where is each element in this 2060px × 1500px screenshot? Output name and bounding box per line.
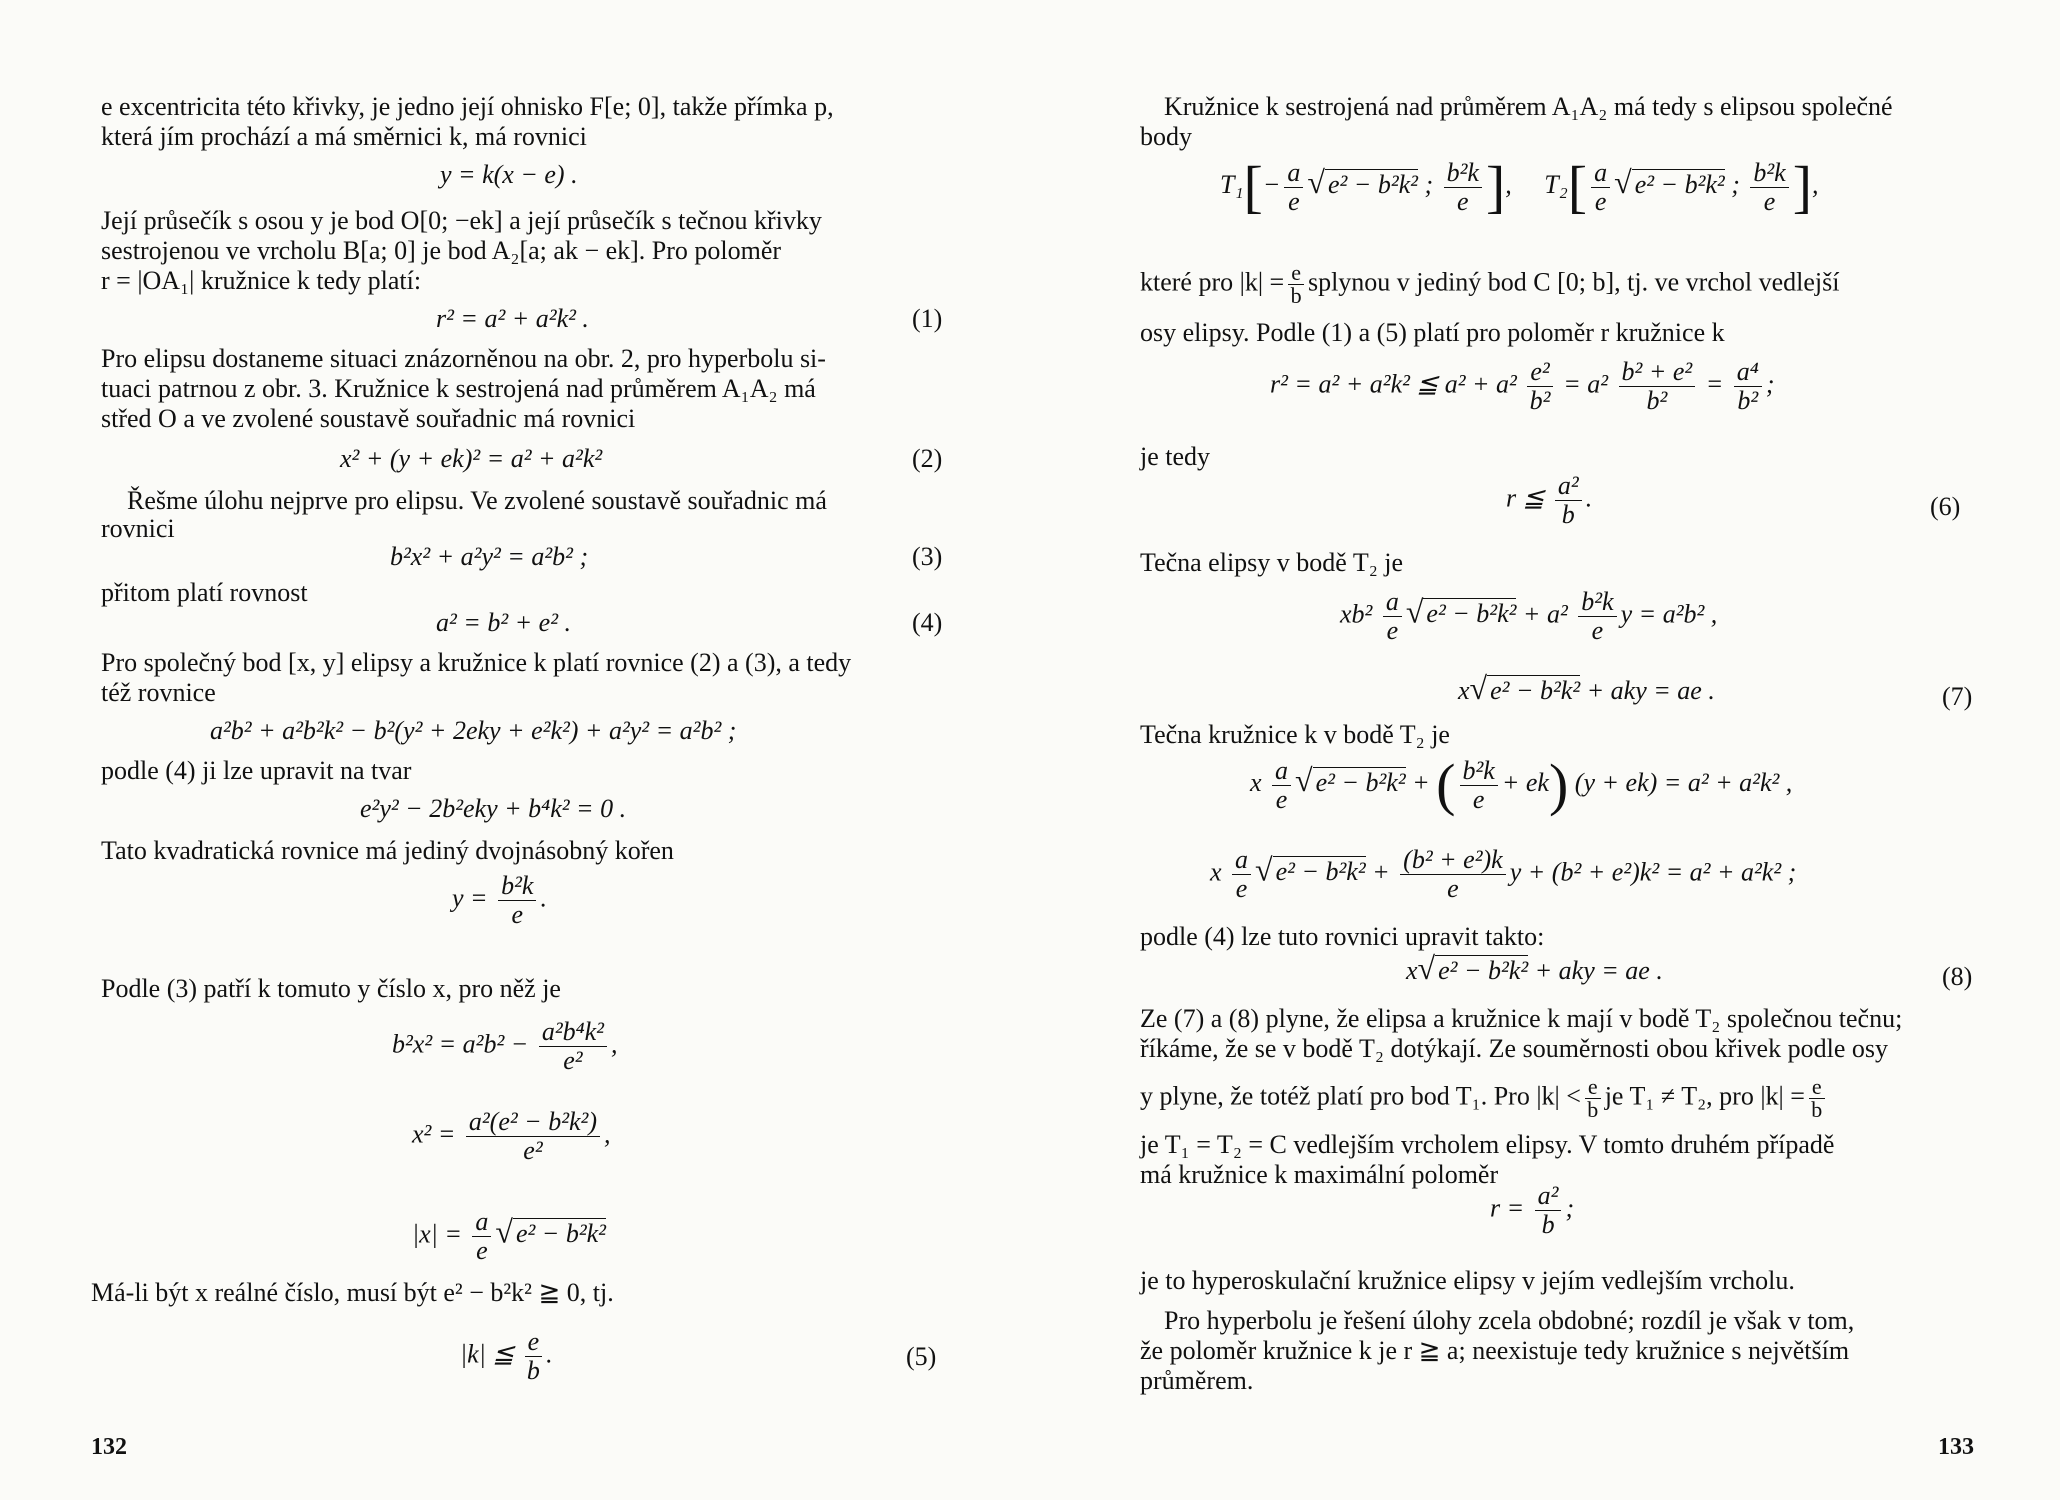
text-line: Pro společný bod [x, y] elipsy a kružnice k platí rovnice (2) a (3), a tedy <box>101 648 852 677</box>
equation-6: r ≦ $\frac{\text{a²}}{b}$ . <box>1506 471 1593 529</box>
text-line: Podle (3) patří k tomuto y číslo x, pro něž je <box>101 974 561 1003</box>
text-line: Kružnice k sestrojená nad průměrem A₁A₂ má tedy s elipsou společné <box>1164 92 1893 121</box>
text-line: je tedy <box>1140 442 1211 471</box>
text-line: střed O a ve zvolené soustavě souřadnic má rovnici <box>101 404 636 433</box>
text-line: je to hyperoskulační kružnice elipsy v jejím vedlejším vrcholu. <box>1140 1266 1795 1295</box>
text-line: Její průsečík s osou y je bod O[0; −ek] a její průsečík s tečnou křivky <box>101 206 822 235</box>
right-page <box>1030 0 2060 1500</box>
equation-8: x√ e² − b²k² + aky = ae . <box>1406 950 1663 986</box>
equation-label: (1) <box>912 304 943 333</box>
equation-max-radius: r = $\frac{\text{a²}}{b}$ ; <box>1490 1181 1575 1239</box>
text-line-inline-fraction: které pro |k| = $\frac{e}{b}$ splynou v jediný bod C [0; b], tj. ve vrchol vedlejší <box>1140 260 1840 308</box>
equation-line: y = k(x − e) . <box>440 160 578 189</box>
text-line: průměrem. <box>1140 1366 1254 1395</box>
equation-tangent-circle-1: x $\frac{a}{e}$ √ e² − b²k² + ( $\frac{\text{b²k}}{e}$ + ek) (y + ek) = a² + a²k² , <box>1250 752 1793 817</box>
equation-7: x√ e² − b²k² + aky = ae . <box>1458 670 1715 706</box>
text-line: je T₁ = T₂ = C vedlejším vrcholem elipsy. V tomto druhém případě <box>1140 1130 1835 1159</box>
equation-label: (5) <box>906 1342 937 1371</box>
text-line: že poloměr kružnice k je r ≧ a; neexistuje tedy kružnice s největším <box>1140 1336 1850 1365</box>
text-line: e excentricita této křivky, je jedno její ohnisko F[e; 0], takže přímka p, <box>101 92 834 121</box>
text-line: Tečna kružnice k v bodě T₂ je <box>1140 720 1450 749</box>
text-line: Pro elipsu dostaneme situaci znázorněnou na obr. 2, pro hyperbolu si- <box>101 344 826 373</box>
text-line: říkáme, že se v bodě T₂ dotýkají. Ze souměrnosti obou křivek podle osy <box>1140 1034 1888 1063</box>
equation-quadratic: e²y² − 2b²eky + b⁴k² = 0 . <box>360 794 627 823</box>
text-line: přitom platí rovnost <box>101 578 308 607</box>
text-line: má kružnice k maximální poloměr <box>1140 1160 1499 1189</box>
text-line-inline-fractions: y plyne, že totéž platí pro bod T₁. Pro |k| < $\frac{e}{b}$ je T₁ ≠ T₂, pro |k| = $\frac{e}{b}$ <box>1140 1076 1829 1121</box>
equation-root: y = $\frac{\text{b²k}}{e}$ . <box>452 871 547 929</box>
text-line: Ze (7) a (8) plyne, že elipsa a kružnice k mají v bodě T₂ společnou tečnu; <box>1140 1004 1903 1033</box>
page-number: 133 <box>1938 1434 1974 1460</box>
text-line: body <box>1140 122 1192 151</box>
text-line: r = |OA₁| kružnice k tedy platí: <box>101 266 422 295</box>
equation-tangent-circle-2: x $\frac{a}{e}$ √ e² − b²k² + $\frac{\text{(b² + e²)k}}{e}$ y + (b² + e²)k² = a² + a²k² ; <box>1210 845 1797 903</box>
equation-radius-bound: r² = a² + a²k² ≦ a² + a² $\frac{\text{e²}}{\text{b²}}$ = a² $\frac{\text{b² + e²}}{\text{b²}}$ = $\frac{\text{a⁴}}{\text{b²}}$ ; <box>1270 357 1775 415</box>
equation-points: T₁[− $\frac{a}{e}$ √ e² − b²k² ; $\frac{\text{b²k}}{e}$ ], T₂[ $\frac{a}{e}$ √ e² − b²k² ; $\frac{\text{b²k}}{e}$ ], <box>1220 154 1819 219</box>
text-line: Tato kvadratická rovnice má jediný dvojnásobný kořen <box>101 836 674 865</box>
equation-label: (7) <box>1942 682 1973 711</box>
equation-label: (8) <box>1942 962 1973 991</box>
equation-2: x² + (y + ek)² = a² + a²k² <box>340 444 603 473</box>
text-line: tuaci patrnou z obr. 3. Kružnice k sestrojená nad průměrem A₁A₂ má <box>101 374 816 403</box>
text-line: podle (4) lze tuto rovnici upravit takto: <box>1140 922 1545 951</box>
equation-3: b²x² + a²y² = a²b² ; <box>390 542 589 571</box>
text-line: Pro hyperbolu je řešení úlohy zcela obdobné; rozdíl je však v tom, <box>1164 1306 1855 1335</box>
text-line: která jím prochází a má směrnici k, má rovnici <box>101 122 587 151</box>
equation-b2x2: b²x² = a²b² − $\frac{\text{a²b⁴k²}}{\text{e²}}$ , <box>392 1017 618 1075</box>
equation-abs-x: |x| = $\frac{a}{e}$ √ e² − b²k² <box>412 1207 606 1265</box>
equation-5: |k| ≦ $\frac{e}{b}$ . <box>460 1327 553 1385</box>
text-line: sestrojenou ve vrcholu B[a; 0] je bod A₂[a; ak − ek]. Pro poloměr <box>101 236 782 265</box>
equation-label: (3) <box>912 542 943 571</box>
equation-4: a² = b² + e² . <box>436 608 572 637</box>
equation-1: r² = a² + a²k² . <box>436 304 589 333</box>
text-line: Tečna elipsy v bodě T₂ je <box>1140 548 1404 577</box>
equation-x2: x² = $\frac{\text{a²(e² − b²k²)}}{\text{e²}}$ , <box>412 1107 611 1165</box>
text-line: rovnici <box>101 514 175 543</box>
page-number: 132 <box>91 1434 127 1460</box>
equation-label: (4) <box>912 608 943 637</box>
text-line: též rovnice <box>101 678 216 707</box>
equation-label: (2) <box>912 444 943 473</box>
equation-tangent-ellipse: xb² $\frac{a}{e}$ √ e² − b²k² + a² $\frac{\text{b²k}}{e}$ y = a²b² , <box>1340 587 1718 645</box>
text-line: Řešme úlohu nejprve pro elipsu. Ve zvolené soustavě souřadnic má <box>127 486 827 515</box>
equation-long: a²b² + a²b²k² − b²(y² + 2eky + e²k²) + a²y² = a²b² ; <box>210 716 737 745</box>
text-line: Má-li být x reálné číslo, musí být e² − b²k² ≧ 0, tj. <box>91 1278 614 1307</box>
equation-label: (6) <box>1930 492 1961 521</box>
text-line: podle (4) ji lze upravit na tvar <box>101 756 412 785</box>
text-line: osy elipsy. Podle (1) a (5) platí pro poloměr r kružnice k <box>1140 318 1725 347</box>
